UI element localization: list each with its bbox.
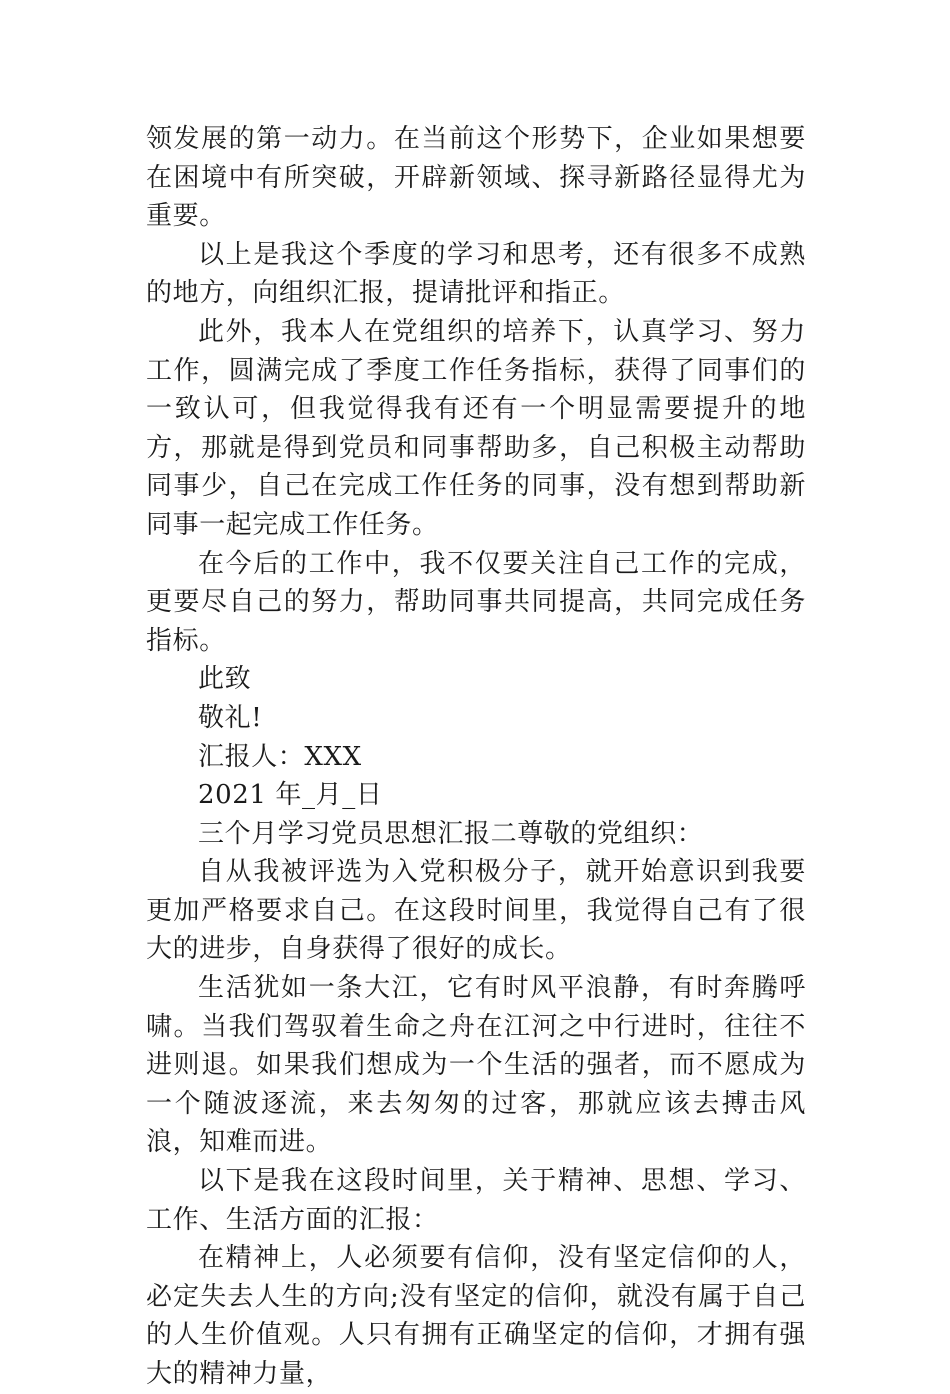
second-report-heading: 三个月学习党员思想汇报二尊敬的党组织： (198, 818, 704, 849)
closing-regards: 敬礼! (198, 702, 263, 733)
paragraph-report-intro: 以下是我在这段时间里，关于精神、思想、学习、工作、生活方面的汇报： (146, 1166, 806, 1235)
document-body (146, 120, 806, 1394)
paragraph-life-river: 生活犹如一条大江，它有时风平浪静，有时奔腾呼啸。当我们驾驭着生命之舟在江河之中行进时，往往不进则退。如果我们想成为一个生活的强者，而不愿成为一个随波逐流，来去匆匆的过客，那就应该去搏击风浪，知难而进。 (146, 973, 806, 1158)
paragraph-future-plan: 在今后的工作中，我不仅要关注自己工作的完成，更要尽自己的努力，帮助同事共同提高，共同完成任务指标。 (146, 548, 806, 656)
reporter-signature: 汇报人：XXX (198, 741, 362, 772)
report-date: 2021 年_月_日 (198, 780, 383, 811)
paragraph-self-review: 此外，我本人在党组织的培养下，认真学习、努力工作，圆满完成了季度工作任务指标，获得了同事们的一致认可，但我觉得我有还有一个明显需要提升的地方，那就是得到党员和同事帮助多，自己积极主动帮助同事少，自己在完成工作任务的同事，没有想到帮助新同事一起完成工作任务。 (146, 316, 806, 540)
paragraph-activist: 自从我被评选为入党积极分子，就开始意识到我要更加严格要求自己。在这段时间里，我觉得自己有了很大的进步，自身获得了很好的成长。 (146, 857, 806, 965)
closing-salutation: 此致 (198, 664, 252, 695)
paragraph-spirit: 在精神上，人必须要有信仰，没有坚定信仰的人，必定失去人生的方向;没有坚定的信仰，就没有属于自己的人生价值观。人只有拥有正确坚定的信仰，才拥有强大的精神力量， (146, 1243, 806, 1389)
paragraph-summary: 以上是我这个季度的学习和思考，还有很多不成熟的地方，向组织汇报，提请批评和指正。 (146, 239, 806, 309)
paragraph-continuation: 领发展的第一动力。在当前这个形势下，企业如果想要在困境中有所突破，开辟新领域、探寻新路径显得尤为重要。 (146, 124, 806, 232)
